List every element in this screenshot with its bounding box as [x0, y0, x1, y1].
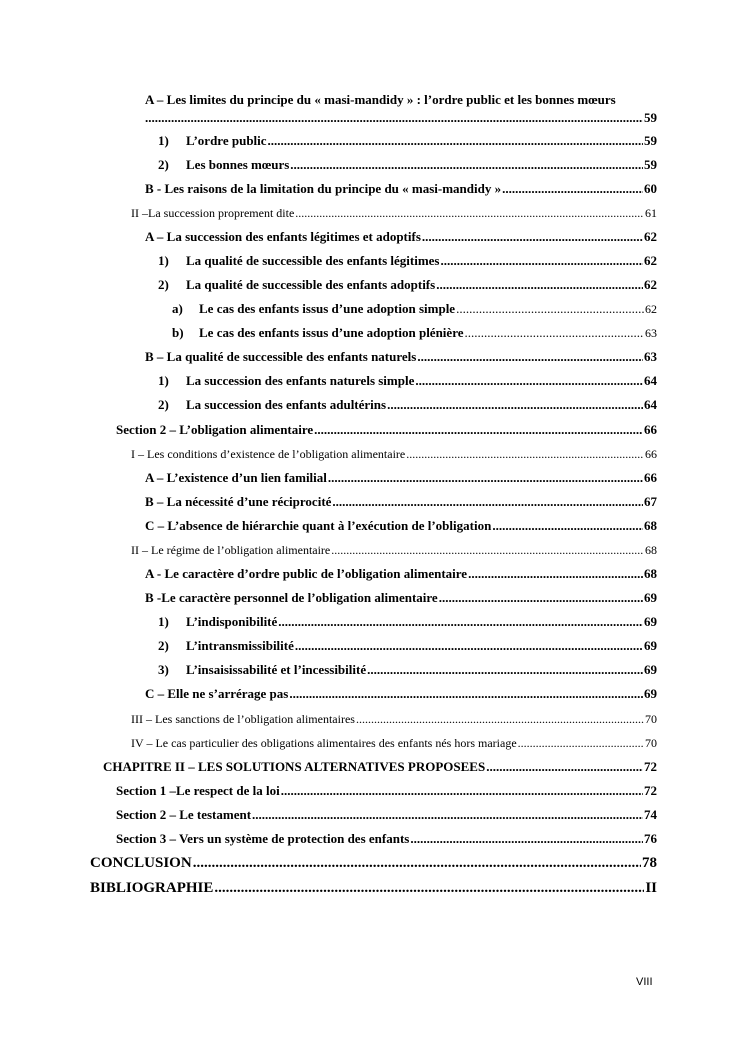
entry-title: Le cas des enfants issus d’une adoption simple: [199, 301, 456, 316]
toc-entry[interactable]: [116, 783, 657, 799]
toc-entry[interactable]: [116, 831, 657, 847]
entry-number: 2): [158, 157, 169, 172]
entry-title: Section 1 –Le respect de la loi: [116, 783, 280, 798]
toc-entry[interactable]: [131, 542, 657, 558]
dot-leader: [268, 133, 643, 149]
toc-entry[interactable]: [116, 422, 657, 438]
page-number: 68: [644, 566, 657, 581]
page-number: 69: [644, 662, 657, 677]
toc-entry[interactable]: [103, 759, 657, 775]
toc-entry[interactable]: [145, 349, 657, 365]
dot-leader: [422, 229, 643, 245]
toc-entry[interactable]: [145, 518, 657, 534]
dot-leader: [252, 807, 643, 823]
toc-entry[interactable]: [158, 614, 657, 630]
entry-title: II –La succession proprement dite: [131, 206, 295, 220]
dot-leader: [281, 783, 643, 799]
dot-leader: [417, 349, 643, 365]
dot-leader: [290, 157, 643, 173]
toc-entry[interactable]: [145, 470, 657, 486]
entry-title: CONCLUSION: [90, 855, 192, 871]
toc-entry[interactable]: [172, 325, 657, 341]
entry-title: La qualité de successible des enfants adoptifs: [186, 277, 436, 292]
toc-entry[interactable]: [158, 277, 657, 293]
page-number: 72: [644, 783, 657, 798]
page-number: 69: [644, 614, 657, 629]
entry-title: C – L’absence de hiérarchie quant à l’exécution de l’obligation: [145, 518, 492, 533]
dot-leader: [314, 422, 643, 438]
entry-number: 2): [158, 277, 169, 292]
entry-title: L’insaisissabilité et l’incessibilité: [186, 662, 367, 677]
page-number: 63: [645, 326, 657, 340]
entry-title: A - Le caractère d’ordre public de l’obligation alimentaire: [145, 566, 468, 581]
page-number: 69: [644, 638, 657, 653]
dot-leader: [502, 181, 643, 197]
page-number: 66: [645, 447, 657, 461]
toc-entry[interactable]: [131, 711, 657, 727]
toc-entry[interactable]: [158, 397, 657, 413]
page-number: 69: [644, 590, 657, 605]
entry-title: B – La qualité de successible des enfants naturels: [145, 349, 417, 364]
dot-leader: [492, 518, 643, 534]
toc-entry[interactable]: [158, 157, 657, 173]
page-number: 69: [644, 686, 657, 701]
entry-title: L’intransmissibilité: [186, 638, 294, 653]
dot-leader: [331, 542, 644, 558]
page-number: 78: [642, 855, 657, 871]
entry-number: a): [172, 301, 183, 316]
dot-leader: [465, 325, 645, 341]
entry-title: Section 2 – Le testament: [116, 807, 252, 822]
page-number: 68: [644, 518, 657, 533]
page-number: 68: [645, 543, 657, 557]
page-number: 67: [644, 494, 657, 509]
toc-entry[interactable]: [145, 590, 657, 606]
toc-entry-title: A – Les limites du principe du « masi-mandidy » : l’ordre public et les bonnes mœurs: [145, 92, 616, 107]
page-number: 74: [644, 807, 657, 822]
dot-leader: [436, 277, 643, 293]
dot-leader: [415, 373, 643, 389]
entry-title: III – Les sanctions de l’obligation alimentaires: [131, 712, 355, 726]
page-number: 70: [645, 736, 657, 750]
entry-title: Section 2 – L’obligation alimentaire: [116, 422, 314, 437]
page-number: 63: [644, 349, 657, 364]
toc-entry[interactable]: [145, 229, 657, 245]
page-number: 66: [644, 470, 657, 485]
entry-title: B -Le caractère personnel de l’obligation alimentaire: [145, 590, 438, 605]
dot-leader: [486, 759, 643, 775]
dot-leader: [145, 110, 643, 126]
toc-entry[interactable]: [158, 133, 657, 149]
toc-entry[interactable]: [90, 855, 657, 871]
page-number: 61: [645, 206, 657, 220]
page-number: 62: [644, 277, 657, 292]
page-number: 70: [645, 712, 657, 726]
toc-entry[interactable]: [158, 638, 657, 654]
dot-leader: [439, 590, 643, 606]
toc-entry[interactable]: [131, 205, 657, 221]
dot-leader: [410, 831, 643, 847]
entry-title: Les bonnes mœurs: [186, 157, 290, 172]
toc-entry[interactable]: [172, 301, 657, 317]
toc-entry[interactable]: [131, 446, 657, 462]
page-number: 59: [644, 133, 657, 148]
dot-leader: [356, 711, 644, 727]
toc-entry[interactable]: [145, 494, 657, 510]
entry-title: I – Les conditions d’existence de l’obligation alimentaire: [131, 447, 406, 461]
entry-number: b): [172, 325, 184, 340]
dot-leader: [367, 662, 643, 678]
page-number: 62: [644, 229, 657, 244]
dot-leader: [406, 446, 644, 462]
page-number: 62: [645, 302, 657, 316]
toc-entry[interactable]: [158, 662, 657, 678]
entry-title: II – Le régime de l’obligation alimentaire: [131, 543, 331, 557]
entry-title: CHAPITRE II – LES SOLUTIONS ALTERNATIVES PROPOSEES: [103, 759, 486, 774]
entry-number: 1): [158, 253, 169, 268]
dot-leader: [295, 205, 644, 221]
dot-leader: [518, 735, 644, 751]
entry-number: 3): [158, 662, 169, 677]
toc-entry[interactable]: [145, 566, 657, 582]
entry-title: BIBLIOGRAPHIE: [90, 880, 214, 896]
page-number: 60: [644, 181, 657, 196]
entry-title: La succession des enfants naturels simple: [186, 373, 415, 388]
entry-title: Le cas des enfants issus d’une adoption plénière: [199, 325, 464, 340]
toc-entry[interactable]: [145, 110, 657, 126]
toc-entry[interactable]: [145, 181, 657, 197]
page-footer-number: VIII: [636, 976, 653, 988]
entry-title: La qualité de successible des enfants légitimes: [186, 253, 440, 268]
dot-leader: [387, 397, 643, 413]
entry-number: 1): [158, 373, 169, 388]
dot-leader: [295, 638, 643, 654]
entry-title: La succession des enfants adultérins: [186, 397, 387, 412]
toc-entry[interactable]: [145, 686, 657, 702]
entry-title: C – Elle ne s’arrérage pas: [145, 686, 289, 701]
entry-number: 1): [158, 614, 169, 629]
entry-title: Section 3 – Vers un système de protection des enfants: [116, 831, 410, 846]
entry-title: B – La nécessité d’une réciprocité: [145, 494, 332, 509]
toc-entry[interactable]: [158, 253, 657, 269]
dot-leader: [441, 253, 644, 269]
entry-number: 2): [158, 397, 169, 412]
toc-entry[interactable]: [116, 807, 657, 823]
toc-entry[interactable]: [90, 880, 657, 896]
page-number: 64: [644, 373, 657, 388]
dot-leader: [456, 301, 644, 317]
dot-leader: [328, 470, 643, 486]
dot-leader: [468, 566, 643, 582]
entry-title: IV – Le cas particulier des obligations alimentaires des enfants nés hors mariage: [131, 736, 517, 750]
page-number: 66: [644, 422, 657, 437]
entry-title: L’indisponibilité: [186, 614, 278, 629]
dot-leader: [193, 855, 641, 871]
dot-leader: [289, 686, 643, 702]
entry-number: 1): [158, 133, 169, 148]
toc-entry[interactable]: [131, 735, 657, 751]
page-number: 59: [644, 110, 657, 125]
page-number: 64: [644, 397, 657, 412]
page-number: II: [645, 880, 657, 896]
entry-number: 2): [158, 638, 169, 653]
page-number: 72: [644, 759, 657, 774]
entry-title: L’ordre public: [186, 133, 267, 148]
toc-entry[interactable]: [158, 373, 657, 389]
entry-title: B - Les raisons de la limitation du principe du « masi-mandidy »: [145, 181, 502, 196]
dot-leader: [214, 880, 644, 896]
dot-leader: [332, 494, 643, 510]
page-number: 76: [644, 831, 657, 846]
page-number: 59: [644, 157, 657, 172]
page-number: 62: [644, 253, 657, 268]
entry-title: A – L’existence d’un lien familial: [145, 470, 327, 485]
dot-leader: [278, 614, 643, 630]
entry-title: A – La succession des enfants légitimes et adoptifs: [145, 229, 421, 244]
